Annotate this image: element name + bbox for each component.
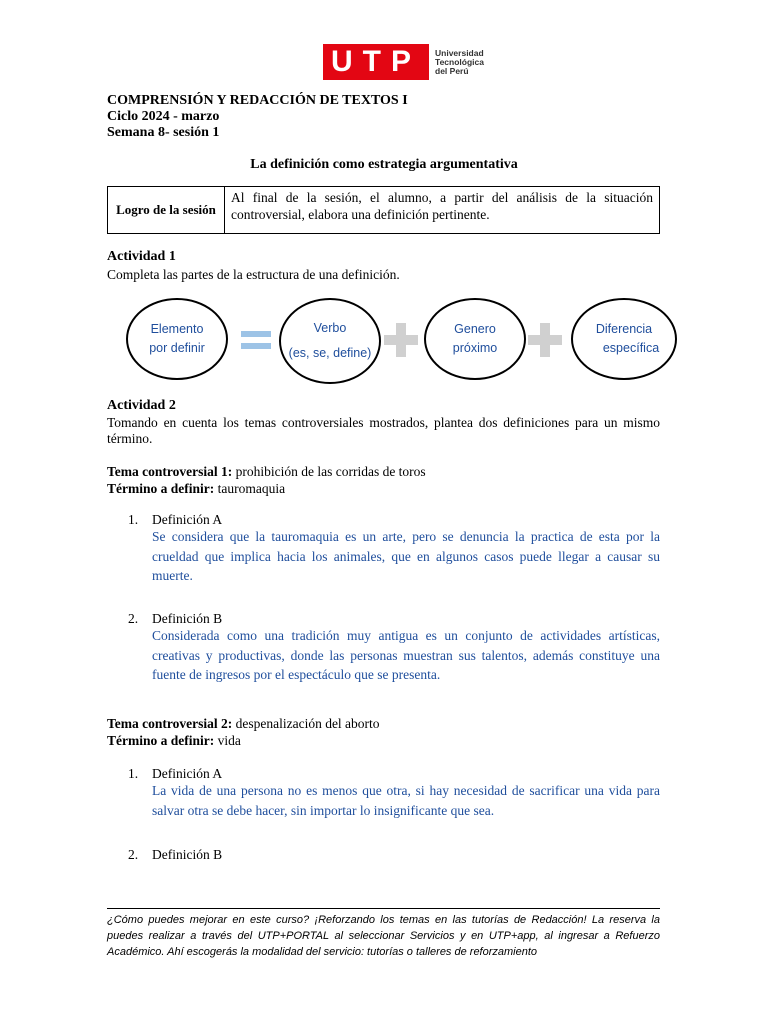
logro-table: [107, 186, 660, 234]
topic2-definition-a-text: La vida de una persona no es menos que otra, si hay necesidad de sacrificar una vida para salvar otra se debe hacer, sin importar lo insignificante que sea.: [152, 783, 660, 818]
footer-note: ¿Cómo puedes mejorar en este curso? ¡Reforzando los temas en las tutorías de Redacción! La reserva la puedes realizar a través del UTP+PORTAL al seleccionar Servicios y en UTP+app, al ingresar a Refuerzo Académico. Ahí escogerás la modalidad del servicio: tutorías o talleres de reforzamiento: [107, 914, 660, 958]
definition-structure-diagram: [120, 284, 675, 396]
week-session: Semana 8- sesión 1: [107, 125, 220, 140]
course-name: COMPRENSIÓN Y REDACCIÓN DE TEXTOS I: [107, 93, 408, 108]
circle-difference: Diferencia específica: [571, 298, 677, 380]
plus-sign-1-v: [396, 323, 406, 357]
circle-element: Elemento por definir: [126, 298, 228, 380]
circle-verb: Verbo (es, se, define): [279, 298, 381, 384]
logro-label: Logro de la sesión: [108, 187, 225, 233]
activity1-title: Actividad 1: [107, 249, 176, 264]
equals-sign-bottom: [241, 343, 271, 349]
topic2-definition-a-label: 1. Definición A: [128, 766, 223, 781]
topic2-definition-b-label: 2. Definición B: [128, 847, 223, 862]
activity1-instruction: Completa las partes de la estructura de una definición.: [107, 267, 400, 282]
circle-genus: Genero próximo: [424, 298, 526, 380]
utp-logo: [323, 44, 484, 80]
topic1-definition-a-text: Se considera que la tauromaquia es un arte, pero se denuncia la practica de esta por la crueldad que implica hacia los animales, que en algunos casos puede llegar a causar su muerte.: [152, 529, 660, 583]
logro-text: Al final de la sesión, el alumno, a partir del análisis de la situación controversial, elabora una definición pertinente.: [231, 190, 653, 222]
activity2-title: Actividad 2: [107, 398, 176, 413]
utp-logo-mark: U T P: [323, 44, 429, 80]
topic2-theme: Tema controversial 2: despenalización del aborto: [107, 716, 380, 731]
topic2-term: Término a definir: vida: [107, 733, 241, 748]
cycle: Ciclo 2024 - marzo: [107, 109, 220, 124]
topic1-definition-b-text: Considerada como una tradición muy antigua es un conjunto de actividades artísticas, creativas y productivas, donde las personas muestran sus talentos, además constituye una fuente de ingresos por el espectáculo que se presenta.: [152, 628, 660, 682]
topic1-term: Término a definir: tauromaquia: [107, 481, 286, 496]
topic1-theme: Tema controversial 1: prohibición de las corridas de toros: [107, 464, 426, 479]
topic1-definition-a-label: 1. Definición A: [128, 512, 223, 527]
document-header: [107, 93, 408, 141]
activity2-instruction: Tomando en cuenta los temas controversiales mostrados, plantea dos definiciones para un mismo término.: [107, 415, 660, 446]
equals-sign-top: [241, 331, 271, 337]
topic1-definition-b-label: 2. Definición B: [128, 611, 223, 626]
plus-sign-2-v: [540, 323, 550, 357]
document-title: La definición como estrategia argumentativa: [250, 157, 518, 172]
footer-divider: [107, 908, 660, 909]
utp-logo-text: Universidad Tecnológica del Perú: [435, 47, 484, 76]
